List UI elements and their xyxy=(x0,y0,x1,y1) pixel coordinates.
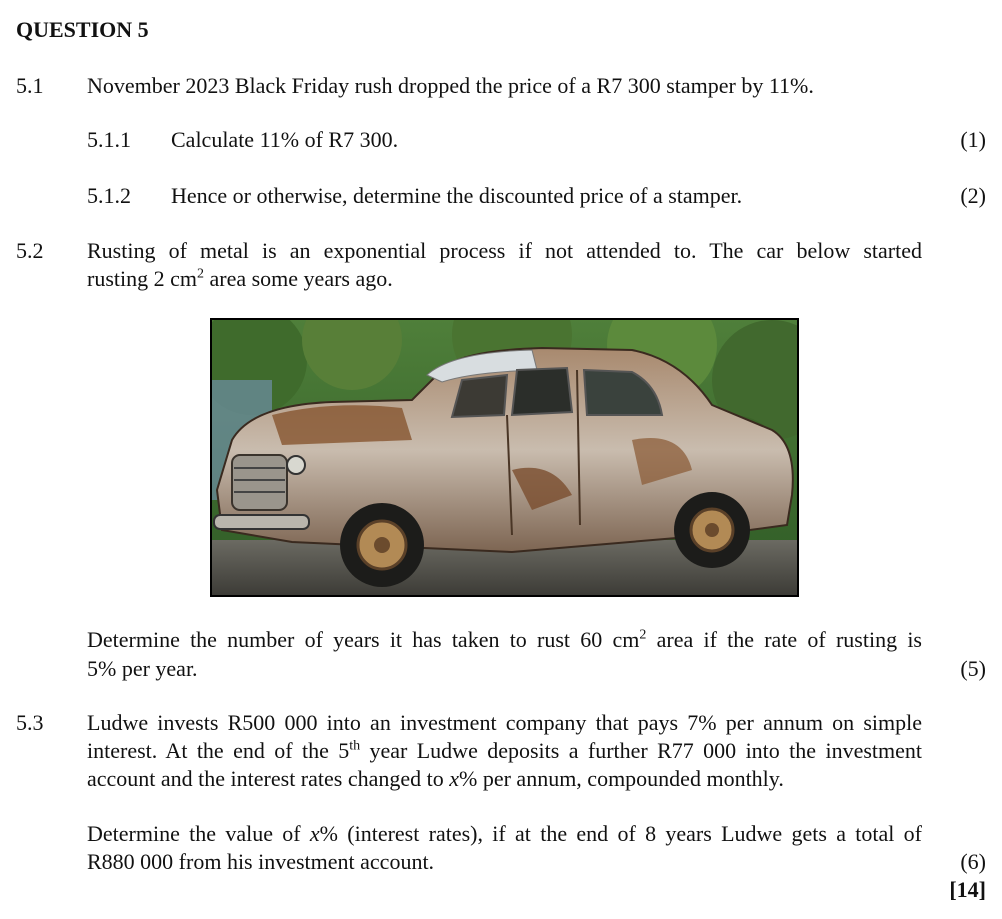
q52-mark: (5) xyxy=(960,656,986,681)
q511-number: 5.1.1 xyxy=(87,127,131,152)
q53-mark: (6) xyxy=(960,849,986,874)
rusty-car-image xyxy=(210,318,799,597)
q52-task-line2: 5% per year. xyxy=(87,656,198,681)
q512-text: Hence or otherwise, determine the discounted price of a stamper. xyxy=(171,183,743,208)
q53-line1: Ludwe invests R500 000 into an investment company that pays 7% per annum on simple xyxy=(87,710,922,735)
q51-number: 5.1 xyxy=(16,73,44,98)
q52-number: 5.2 xyxy=(16,238,44,263)
q53-line2: interest. At the end of the 5th year Ludwe deposits a further R77 000 into the investment xyxy=(87,738,922,763)
q52-line1: Rusting of metal is an exponential process if not attended to. The car below started xyxy=(87,238,922,263)
q51-text: November 2023 Black Friday rush dropped the price of a R7 300 stamper by 11%. xyxy=(87,73,814,98)
question-total: [14] xyxy=(949,877,986,902)
q53-number: 5.3 xyxy=(16,710,44,735)
q511-text: Calculate 11% of R7 300. xyxy=(171,127,399,152)
q53-task-line1: Determine the value of x% (interest rates), if at the end of 8 years Ludwe gets a total of xyxy=(87,821,922,846)
q511-mark: (1) xyxy=(960,127,986,152)
q53-task-line2: R880 000 from his investment account. xyxy=(87,849,435,874)
q52-line2: rusting 2 $cm^2$ area some years ago. xyxy=(87,266,393,291)
question-title: QUESTION 5 xyxy=(16,17,149,42)
q52-task-line1: Determine the number of years it has taken to rust 60 $cm^2$ area if the rate of rusting is xyxy=(87,627,922,652)
q53-line3: account and the interest rates changed to x% per annum, compounded monthly. xyxy=(87,766,784,791)
q512-mark: (2) xyxy=(960,183,986,208)
q512-number: 5.1.2 xyxy=(87,183,131,208)
